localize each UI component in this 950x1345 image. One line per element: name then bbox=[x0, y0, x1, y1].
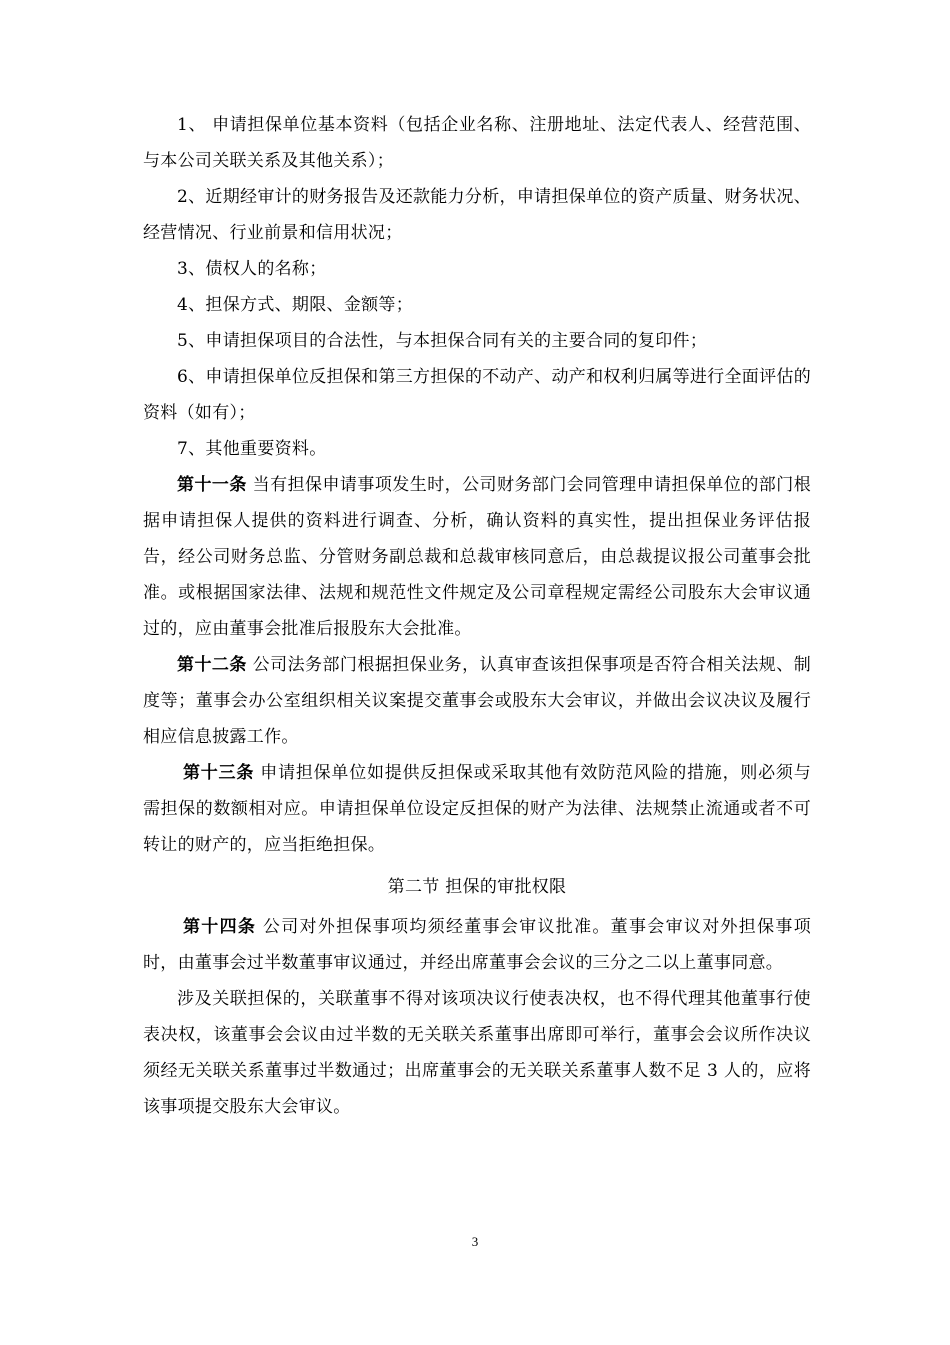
article-11-label: 第十一条 bbox=[177, 475, 247, 495]
article-12-text: 公司法务部门根据担保业务，认真审查该担保事项是否符合相关法规、制度等；董事会办公室组织相关议案提交董事会或股东大会审议，并做出会议决议及履行相应信息披露工作。 bbox=[143, 655, 811, 747]
list-item-6: 6、申请担保单位反担保和第三方担保的不动产、动产和权利归属等进行全面评估的资料（如有）； bbox=[143, 367, 811, 423]
document-page bbox=[143, 107, 811, 1125]
article-11 bbox=[143, 467, 811, 647]
page-number: 3 bbox=[471, 1234, 479, 1249]
article-14-label: 第十四条 bbox=[183, 917, 257, 937]
list-item-5: 5、申请担保项目的合法性，与本担保合同有关的主要合同的复印件； bbox=[177, 331, 708, 351]
list-item-1: 1、 申请担保单位基本资料（包括企业名称、注册地址、法定代表人、经营范围、与本公司关联关系及其他关系）； bbox=[143, 115, 811, 171]
related-guarantee-paragraph: 涉及关联担保的，关联董事不得对该项决议行使表决权，也不得代理其他董事行使表决权，该董事会会议由过半数的无关联关系董事出席即可举行，董事会会议所作决议须经无关联关系董事过半数通过；出席董事会的无关联关系董事人数不足 3 人的，应将该事项提交股东大会审议。 bbox=[143, 989, 811, 1117]
article-12-label: 第十二条 bbox=[177, 655, 247, 675]
article-11-text: 当有担保申请事项发生时，公司财务部门会同管理申请担保单位的部门根据申请担保人提供的资料进行调查、分析，确认资料的真实性，提出担保业务评估报告，经公司财务总监、分管财务副总裁和总裁审核同意后，由总裁提议报公司董事会批准。或根据国家法律、法规和规范性文件规定及公司章程规定需经公司股东大会审议通过的，应由董事会批准后报股东大会批准。 bbox=[143, 475, 811, 639]
section-title: 第二节 担保的审批权限 bbox=[387, 877, 567, 897]
list-item-4: 4、担保方式、期限、金额等； bbox=[177, 295, 414, 315]
article-13 bbox=[143, 755, 811, 863]
list-item-2: 2、近期经审计的财务报告及还款能力分析，申请担保单位的资产质量、财务状况、经营情况、行业前景和信用状况； bbox=[143, 187, 811, 243]
list-item-3: 3、债权人的名称； bbox=[177, 259, 327, 279]
article-13-text: 申请担保单位如提供反担保或采取其他有效防范风险的措施，则必须与需担保的数额相对应。申请担保单位设定反担保的财产为法律、法规禁止流通或者不可转让的财产的，应当拒绝担保。 bbox=[143, 763, 811, 855]
article-12 bbox=[143, 647, 811, 755]
article-14-text: 公司对外担保事项均须经董事会审议批准。董事会审议对外担保事项时，由董事会过半数董事审议通过，并经出席董事会会议的三分之二以上董事同意。 bbox=[143, 917, 812, 973]
article-14 bbox=[143, 909, 811, 981]
article-13-label: 第十三条 bbox=[183, 763, 255, 783]
list-item-7: 7、其他重要资料。 bbox=[177, 439, 327, 459]
